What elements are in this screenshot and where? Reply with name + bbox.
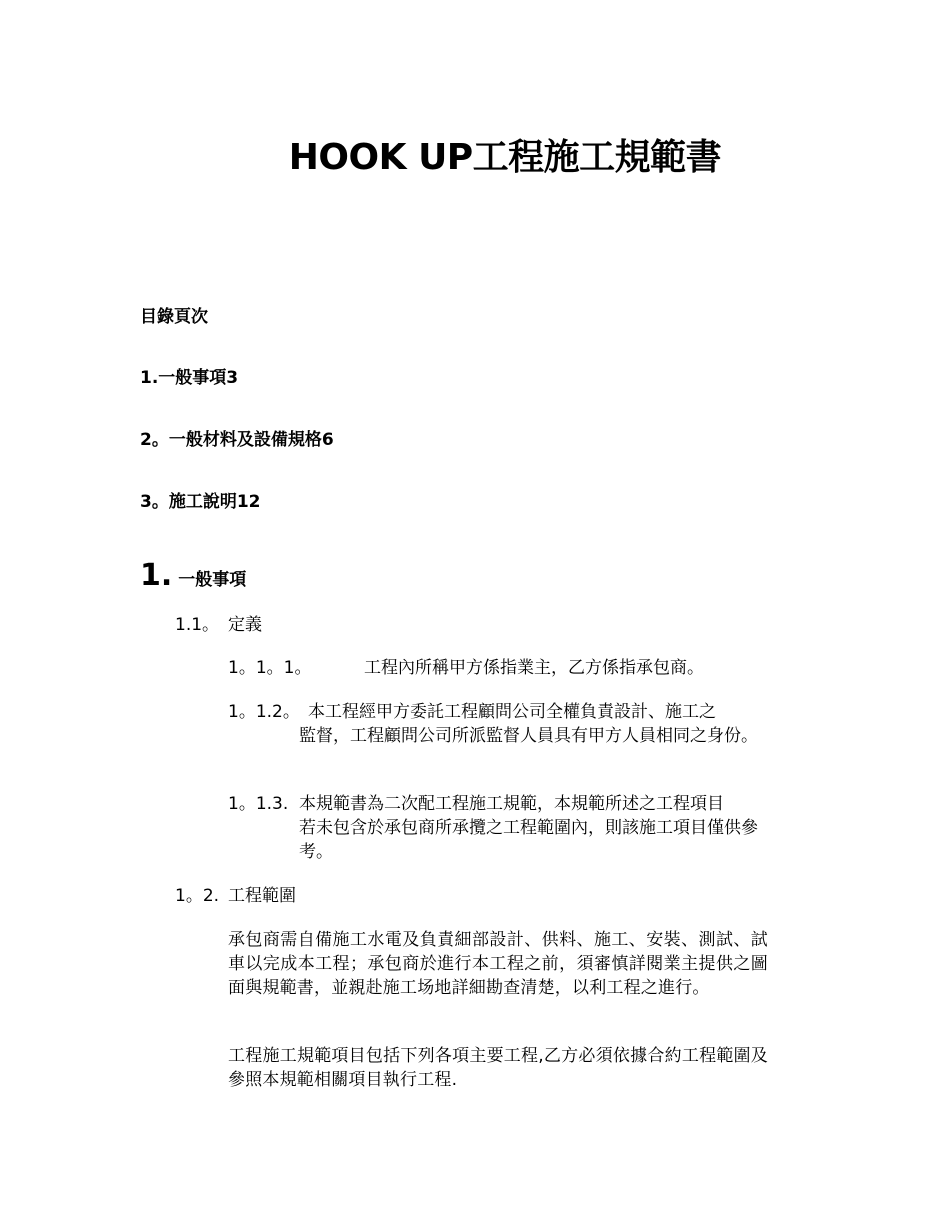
clause-text: 本工程經甲方委託工程顧問公司全權負責設計、施工之: [308, 702, 716, 722]
clause-item: [228, 656, 768, 680]
clause-number: 1。1.2。: [228, 702, 300, 722]
document-title: HOOK UP工程施工規範書: [288, 137, 722, 178]
toc-entry: 3。施工說明12: [140, 492, 261, 512]
clause-text: 工程內所稱甲方係指業主，乙方係指承包商。: [364, 658, 704, 678]
toc-entry: 1.一般事項3: [140, 368, 239, 388]
clause-number: 1。1.3.: [228, 794, 289, 814]
body-paragraph: 工程施工規範項目包括下列各項主要工程,乙方必須依據合約工程範圍及參照本規範相關項目執行工程.: [228, 1046, 768, 1090]
body-paragraph: 承包商需自備施工水電及負責細部設計、供料、施工、安裝、測試、試車以完成本工程；承包商於進行本工程之前，須審慎詳閱業主提供之圖面與規範書，並親赴施工场地詳細勘查清楚，以利工程之進行。: [228, 930, 768, 998]
clause-text: 本規範書為二次配工程施工規範，本規範所述之工程項目: [299, 794, 724, 814]
subsection-title: 工程範圍: [228, 886, 296, 906]
subsection-heading: [175, 884, 296, 908]
section-title: 一般事項: [178, 570, 247, 590]
toc-entry: 2。一般材料及設備規格6: [140, 430, 334, 450]
subsection-title: 定義: [228, 615, 262, 635]
clause-continuation: 監督，工程顧問公司所派監督人員具有甲方人員相同之身份。: [299, 726, 758, 746]
clause-item: [228, 792, 768, 864]
clause-item: [228, 700, 768, 748]
toc-heading: 目錄頁次: [140, 307, 208, 327]
subsection-heading: [175, 613, 262, 637]
clause-continuation: 若未包含於承包商所承攬之工程範圍內，則該施工項目僅供參考。: [299, 818, 758, 862]
clause-number: 1。1。1。: [228, 658, 312, 678]
section-number: 1.: [140, 558, 173, 593]
section-heading: [140, 556, 246, 600]
subsection-number: 1.1。: [175, 615, 220, 635]
subsection-number: 1。2.: [175, 886, 220, 906]
